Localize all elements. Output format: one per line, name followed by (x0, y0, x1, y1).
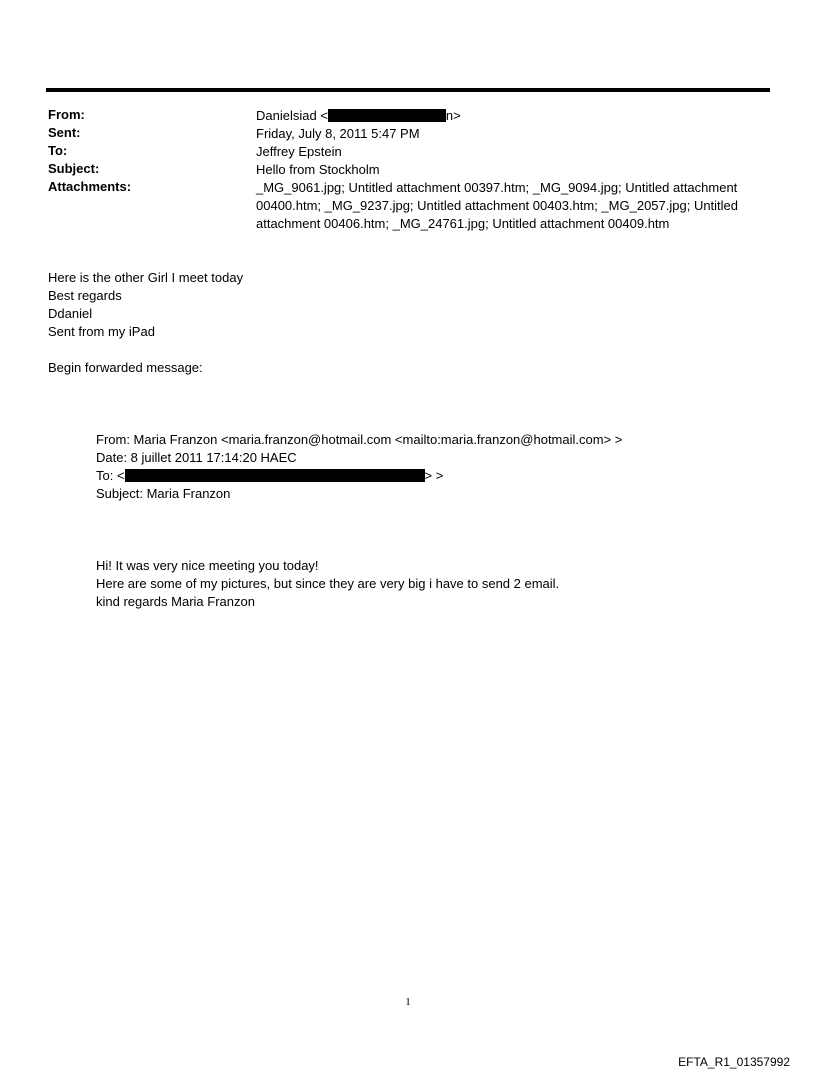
sent-value: Friday, July 8, 2011 5:47 PM (256, 126, 420, 141)
header-divider (46, 88, 770, 92)
message-line: Here are some of my pictures, but since they are very big i have to send 2 email. (96, 576, 560, 591)
bates-number: EFTA_R1_01357992 (678, 1055, 790, 1069)
body-line: Ddaniel (48, 306, 93, 321)
sent-label: Sent: (48, 125, 81, 140)
from-name: Danielsiad < (256, 108, 328, 123)
subject-label: Subject: (48, 161, 100, 176)
message-line: Hi! It was very nice meeting you today! (96, 558, 319, 573)
body-line: Best regards (48, 288, 122, 303)
attachments-line: _MG_9061.jpg; Untitled attachment 00397.htm; _MG_9094.jpg; Untitled attachment (256, 180, 738, 195)
attachments-value (256, 179, 756, 233)
forwarded-to-suffix: > > (424, 468, 444, 483)
body-line: Sent from my iPad (48, 324, 155, 339)
redaction-box (328, 109, 446, 122)
message-line: kind regards Maria Franzon (96, 594, 255, 609)
forwarded-date: Date: 8 juillet 2011 17:14:20 HAEC (96, 450, 297, 465)
to-value: Jeffrey Epstein (256, 144, 342, 159)
attachments-line: attachment 00406.htm; _MG_24761.jpg; Untitled attachment 00409.htm (256, 216, 670, 231)
from-suffix: n> (445, 108, 461, 123)
from-value (256, 107, 756, 125)
body-line: Here is the other Girl I meet today (48, 270, 244, 285)
attachments-line: 00400.htm; _MG_9237.jpg; Untitled attachment 00403.htm; _MG_2057.jpg; Untitled (256, 198, 739, 213)
from-label: From: (48, 107, 85, 122)
subject-value: Hello from Stockholm (256, 162, 380, 177)
forwarded-subject: Subject: Maria Franzon (96, 486, 231, 501)
forward-intro: Begin forwarded message: (48, 360, 203, 375)
to-label: To: (48, 143, 68, 158)
forwarded-to (96, 467, 443, 485)
redaction-box (125, 469, 425, 482)
forwarded-to-prefix: To: < (96, 468, 125, 483)
page-number: 1 (405, 996, 411, 1008)
forwarded-from: From: Maria Franzon <maria.franzon@hotmail.com <mailto:maria.franzon@hotmail.com> > (96, 432, 623, 447)
attachments-label: Attachments: (48, 179, 132, 194)
